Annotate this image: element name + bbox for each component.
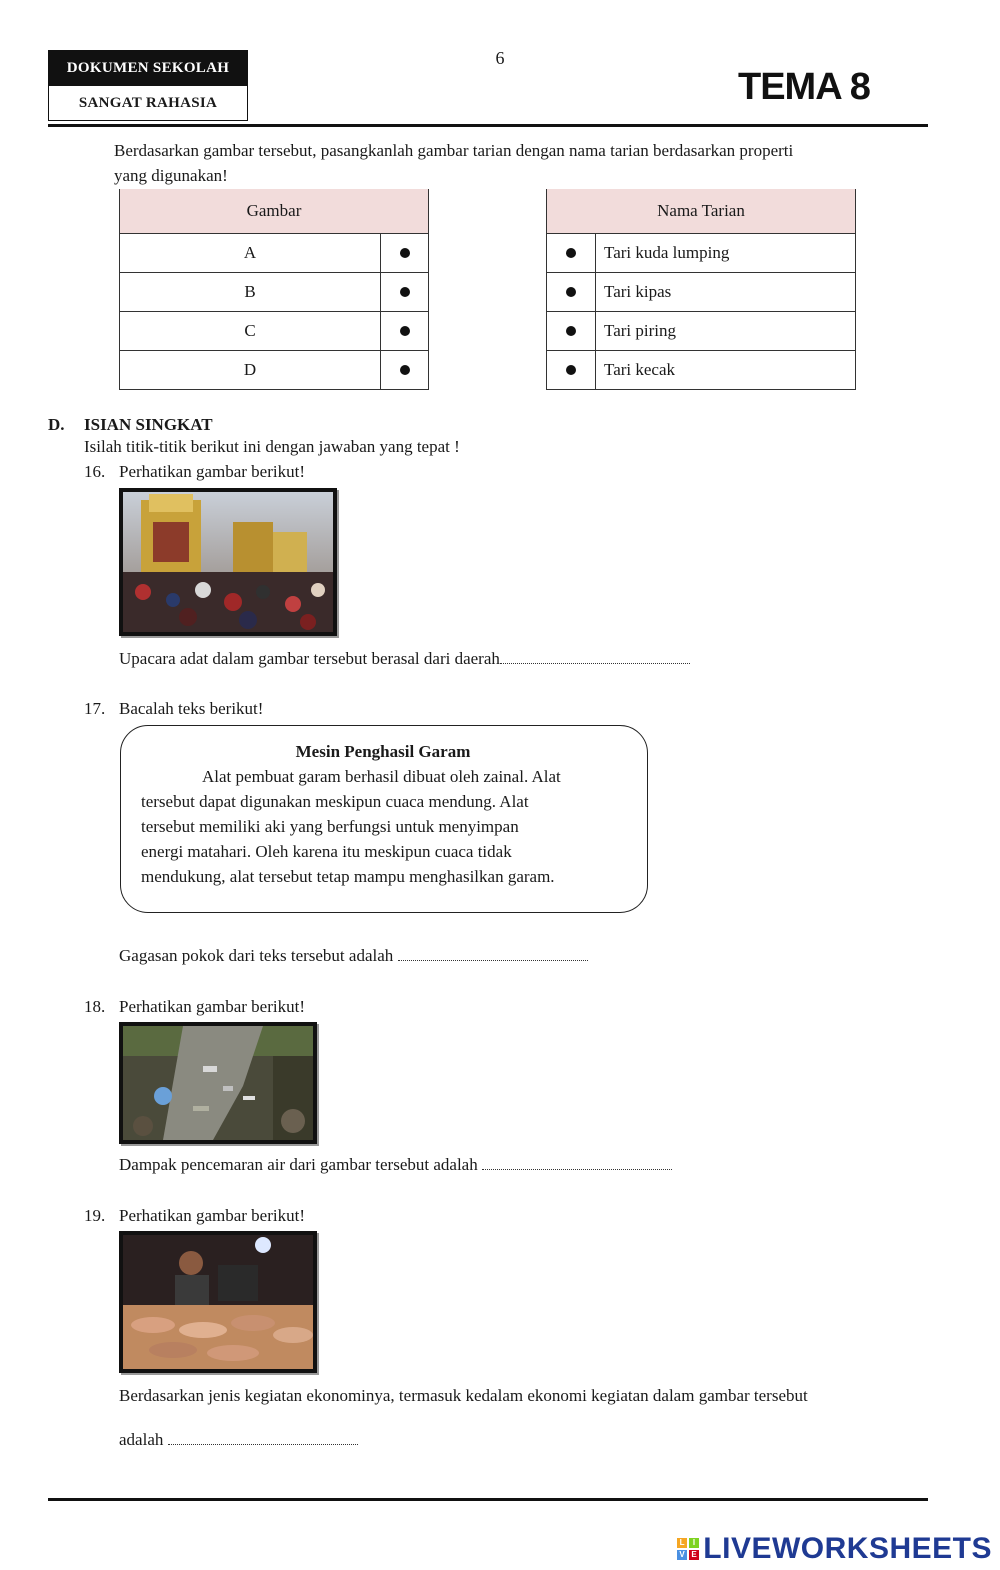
q18-answer-blank[interactable]: [482, 1155, 672, 1170]
match-dot-right[interactable]: [547, 312, 596, 351]
tarian-label: Tari kecak: [596, 351, 856, 390]
matching-instruction-2: yang digunakan!: [114, 166, 228, 185]
table-row: [547, 351, 856, 390]
market-vendor-photo: [119, 1231, 317, 1373]
dot-icon: [566, 287, 576, 297]
tarian-label: Tari piring: [596, 312, 856, 351]
table-row: [547, 234, 856, 273]
section-instruction: Isilah titik-titik berikut ini dengan jawaban yang tepat !: [84, 437, 460, 456]
reading-line: tersebut memiliki aki yang berfungsi untuk menyimpan: [141, 817, 519, 836]
tarian-label: Tari kuda lumping: [596, 234, 856, 273]
table-row: [120, 234, 429, 273]
header-divider: [48, 124, 928, 127]
reading-title: Mesin Penghasil Garam: [295, 742, 471, 761]
q18-question: [119, 1154, 672, 1176]
gambar-label: C: [120, 312, 381, 351]
liveworksheets-logo: [677, 1532, 992, 1566]
logo-square-letter: I: [689, 1538, 699, 1548]
reading-line: Alat pembuat garam berhasil dibuat oleh zainal. Alat: [202, 767, 561, 786]
q16-answer-blank[interactable]: [500, 649, 690, 664]
gambar-label: D: [120, 351, 381, 390]
q16-prompt: Perhatikan gambar berikut!: [119, 462, 305, 481]
q16-number: 16.: [84, 462, 106, 481]
nama-tarian-header: Nama Tarian: [547, 189, 856, 234]
table-row: [547, 312, 856, 351]
q17-answer-blank[interactable]: [398, 946, 588, 961]
match-dot-right[interactable]: [547, 234, 596, 273]
q19-question-1: Berdasarkan jenis kegiatan ekonominya, termasuk kedalam ekonomi kegiatan dalam gambar tersebut: [119, 1386, 808, 1405]
dot-icon: [566, 365, 576, 375]
footer-divider: [48, 1498, 928, 1501]
section-letter: D.: [48, 415, 65, 434]
logo-square-letter: V: [677, 1550, 687, 1560]
dot-icon: [400, 365, 410, 375]
logo-square-letter: E: [689, 1550, 699, 1560]
q16-question-text: Upacara adat dalam gambar tersebut berasal dari daerah: [119, 649, 500, 668]
q16-question: [119, 648, 690, 670]
match-dot-left[interactable]: [381, 273, 429, 312]
polluted-river-photo: [119, 1022, 317, 1144]
tarian-label: Tari kipas: [596, 273, 856, 312]
table-row: [120, 273, 429, 312]
q19-number: 19.: [84, 1206, 106, 1225]
q18-prompt: Perhatikan gambar berikut!: [119, 997, 305, 1016]
logo-squares-icon: [677, 1538, 699, 1560]
nama-tarian-table: [546, 189, 856, 390]
reading-line: mendukung, alat tersebut tetap mampu menghasilkan garam.: [141, 867, 555, 886]
match-dot-right[interactable]: [547, 351, 596, 390]
ceremony-photo: [119, 488, 337, 636]
q17-number: 17.: [84, 699, 106, 718]
q19-prompt: Perhatikan gambar berikut!: [119, 1206, 305, 1225]
table-row: [547, 273, 856, 312]
match-dot-right[interactable]: [547, 273, 596, 312]
reading-line: tersebut dapat digunakan meskipun cuaca mendung. Alat: [141, 792, 529, 811]
match-dot-left[interactable]: [381, 312, 429, 351]
q17-question-text: Gagasan pokok dari teks tersebut adalah: [119, 946, 394, 965]
dot-icon: [400, 287, 410, 297]
logo-square-letter: L: [677, 1538, 687, 1548]
q19-answer-blank[interactable]: [168, 1430, 358, 1445]
page-number: 6: [495, 48, 505, 68]
q18-question-text: Dampak pencemaran air dari gambar tersebut adalah: [119, 1155, 478, 1174]
logo-text: LIVEWORKSHEETS: [703, 1532, 992, 1565]
gambar-table: [119, 189, 429, 390]
dot-icon: [400, 326, 410, 336]
matching-instruction-1: Berdasarkan gambar tersebut, pasangkanlah gambar tarian dengan nama tarian berdasarkan properti: [114, 141, 794, 160]
gambar-label: B: [120, 273, 381, 312]
secret-label: SANGAT RAHASIA: [48, 86, 248, 121]
dot-icon: [566, 326, 576, 336]
dot-icon: [400, 248, 410, 258]
match-dot-left[interactable]: [381, 234, 429, 273]
q17-question: [119, 945, 588, 967]
tema-title: TEMA 8: [738, 66, 870, 108]
dot-icon: [566, 248, 576, 258]
gambar-header: Gambar: [120, 189, 429, 234]
section-title: ISIAN SINGKAT: [84, 415, 213, 434]
table-row: [120, 312, 429, 351]
reading-line: energi matahari. Oleh karena itu meskipun cuaca tidak: [141, 842, 512, 861]
gambar-label: A: [120, 234, 381, 273]
q19-question-text: adalah: [119, 1430, 164, 1449]
q17-prompt: Bacalah teks berikut!: [119, 699, 264, 718]
q18-number: 18.: [84, 997, 106, 1016]
document-label: DOKUMEN SEKOLAH: [48, 50, 248, 86]
match-dot-left[interactable]: [381, 351, 429, 390]
table-row: [120, 351, 429, 390]
q19-question-2: [119, 1429, 358, 1451]
